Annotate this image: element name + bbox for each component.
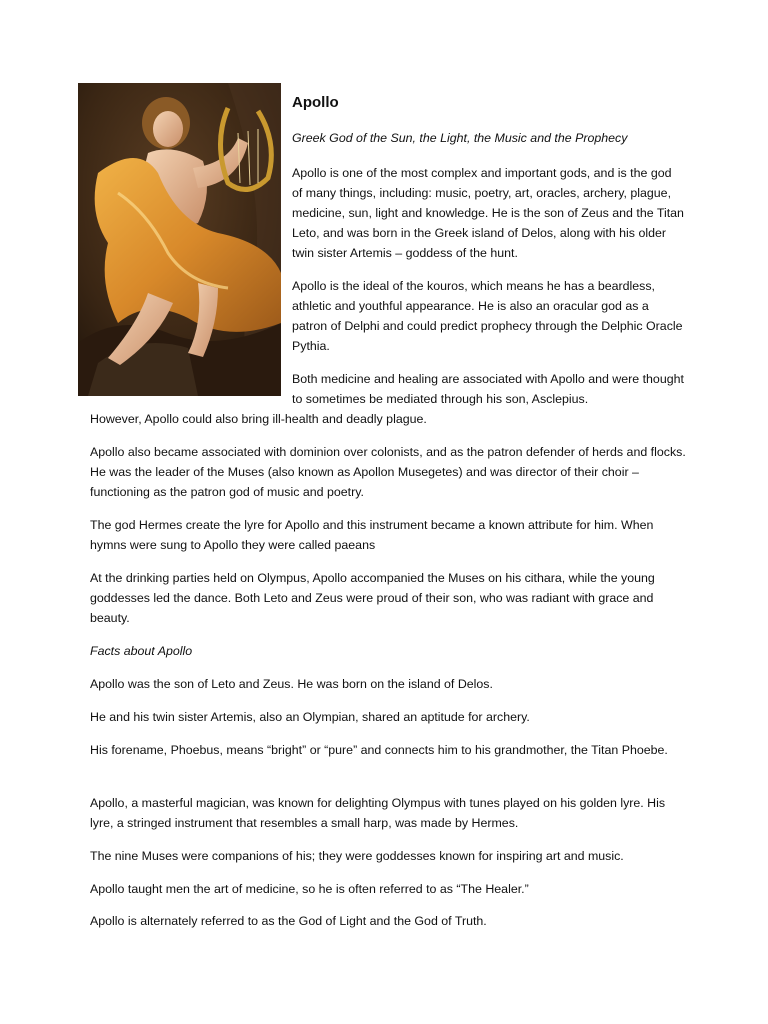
subtitle: Greek God of the Sun, the Light, the Music and the Prophecy (292, 131, 628, 145)
fact-item: Apollo is alternately referred to as the God of Light and the God of Truth. (90, 914, 487, 928)
page-title: Apollo (292, 94, 339, 111)
apollo-painting (78, 83, 281, 396)
paragraph-medicine: Both medicine and healing are associated with Apollo and were thought to sometimes be mediated through his son, Asclepius. (292, 372, 684, 406)
paragraph-colonists: Apollo also became associated with dominion over colonists, and as the patron defender of herds and flocks. He was the leader of the Muses (also known as Apollon Musegetes) and was director of their choir – functioning as the patron god of music and poetry. (90, 445, 686, 499)
fact-item: He and his twin sister Artemis, also an Olympian, shared an aptitude for archery. (90, 710, 530, 724)
fact-item: Apollo was the son of Leto and Zeus. He was born on the island of Delos. (90, 677, 493, 691)
paragraph-medicine-cont: However, Apollo could also bring ill-health and deadly plague. (90, 412, 427, 426)
fact-item: The nine Muses were companions of his; they were goddesses known for inspiring art and music. (90, 849, 624, 863)
paragraph-intro: Apollo is one of the most complex and important gods, and is the god of many things, including: music, poetry, art, oracles, archery, plague, medicine, sun, light and knowledge. He is the son of Zeus and the Titan Leto, and was born in the Greek island of Delos, along with his older twin sister Artemis – goddess of the hunt. (292, 166, 684, 260)
fact-item: Apollo taught men the art of medicine, so he is often referred to as “The Healer.” (90, 882, 529, 896)
paragraph-olympus: At the drinking parties held on Olympus, Apollo accompanied the Muses on his cithara, while the young goddesses led the dance. Both Leto and Zeus were proud of their son, who was radiant with grace and beauty. (90, 571, 655, 625)
facts-heading: Facts about Apollo (90, 644, 193, 658)
fact-item: Apollo, a masterful magician, was known for delighting Olympus with tunes played on his golden lyre. His lyre, a stringed instrument that resembles a small harp, was made by Hermes. (90, 796, 666, 830)
paragraph-kouros: Apollo is the ideal of the kouros, which means he has a beardless, athletic and youthful appearance. He is also an oracular god as a patron of Delphi and could predict prophecy through the Delphic Oracle Pythia. (292, 279, 683, 353)
fact-item: His forename, Phoebus, means “bright” or “pure” and connects him to his grandmother, the Titan Phoebe. (90, 743, 668, 757)
paragraph-lyre: The god Hermes create the lyre for Apollo and this instrument became a known attribute for him. When hymns were sung to Apollo they were called paeans (90, 518, 654, 552)
